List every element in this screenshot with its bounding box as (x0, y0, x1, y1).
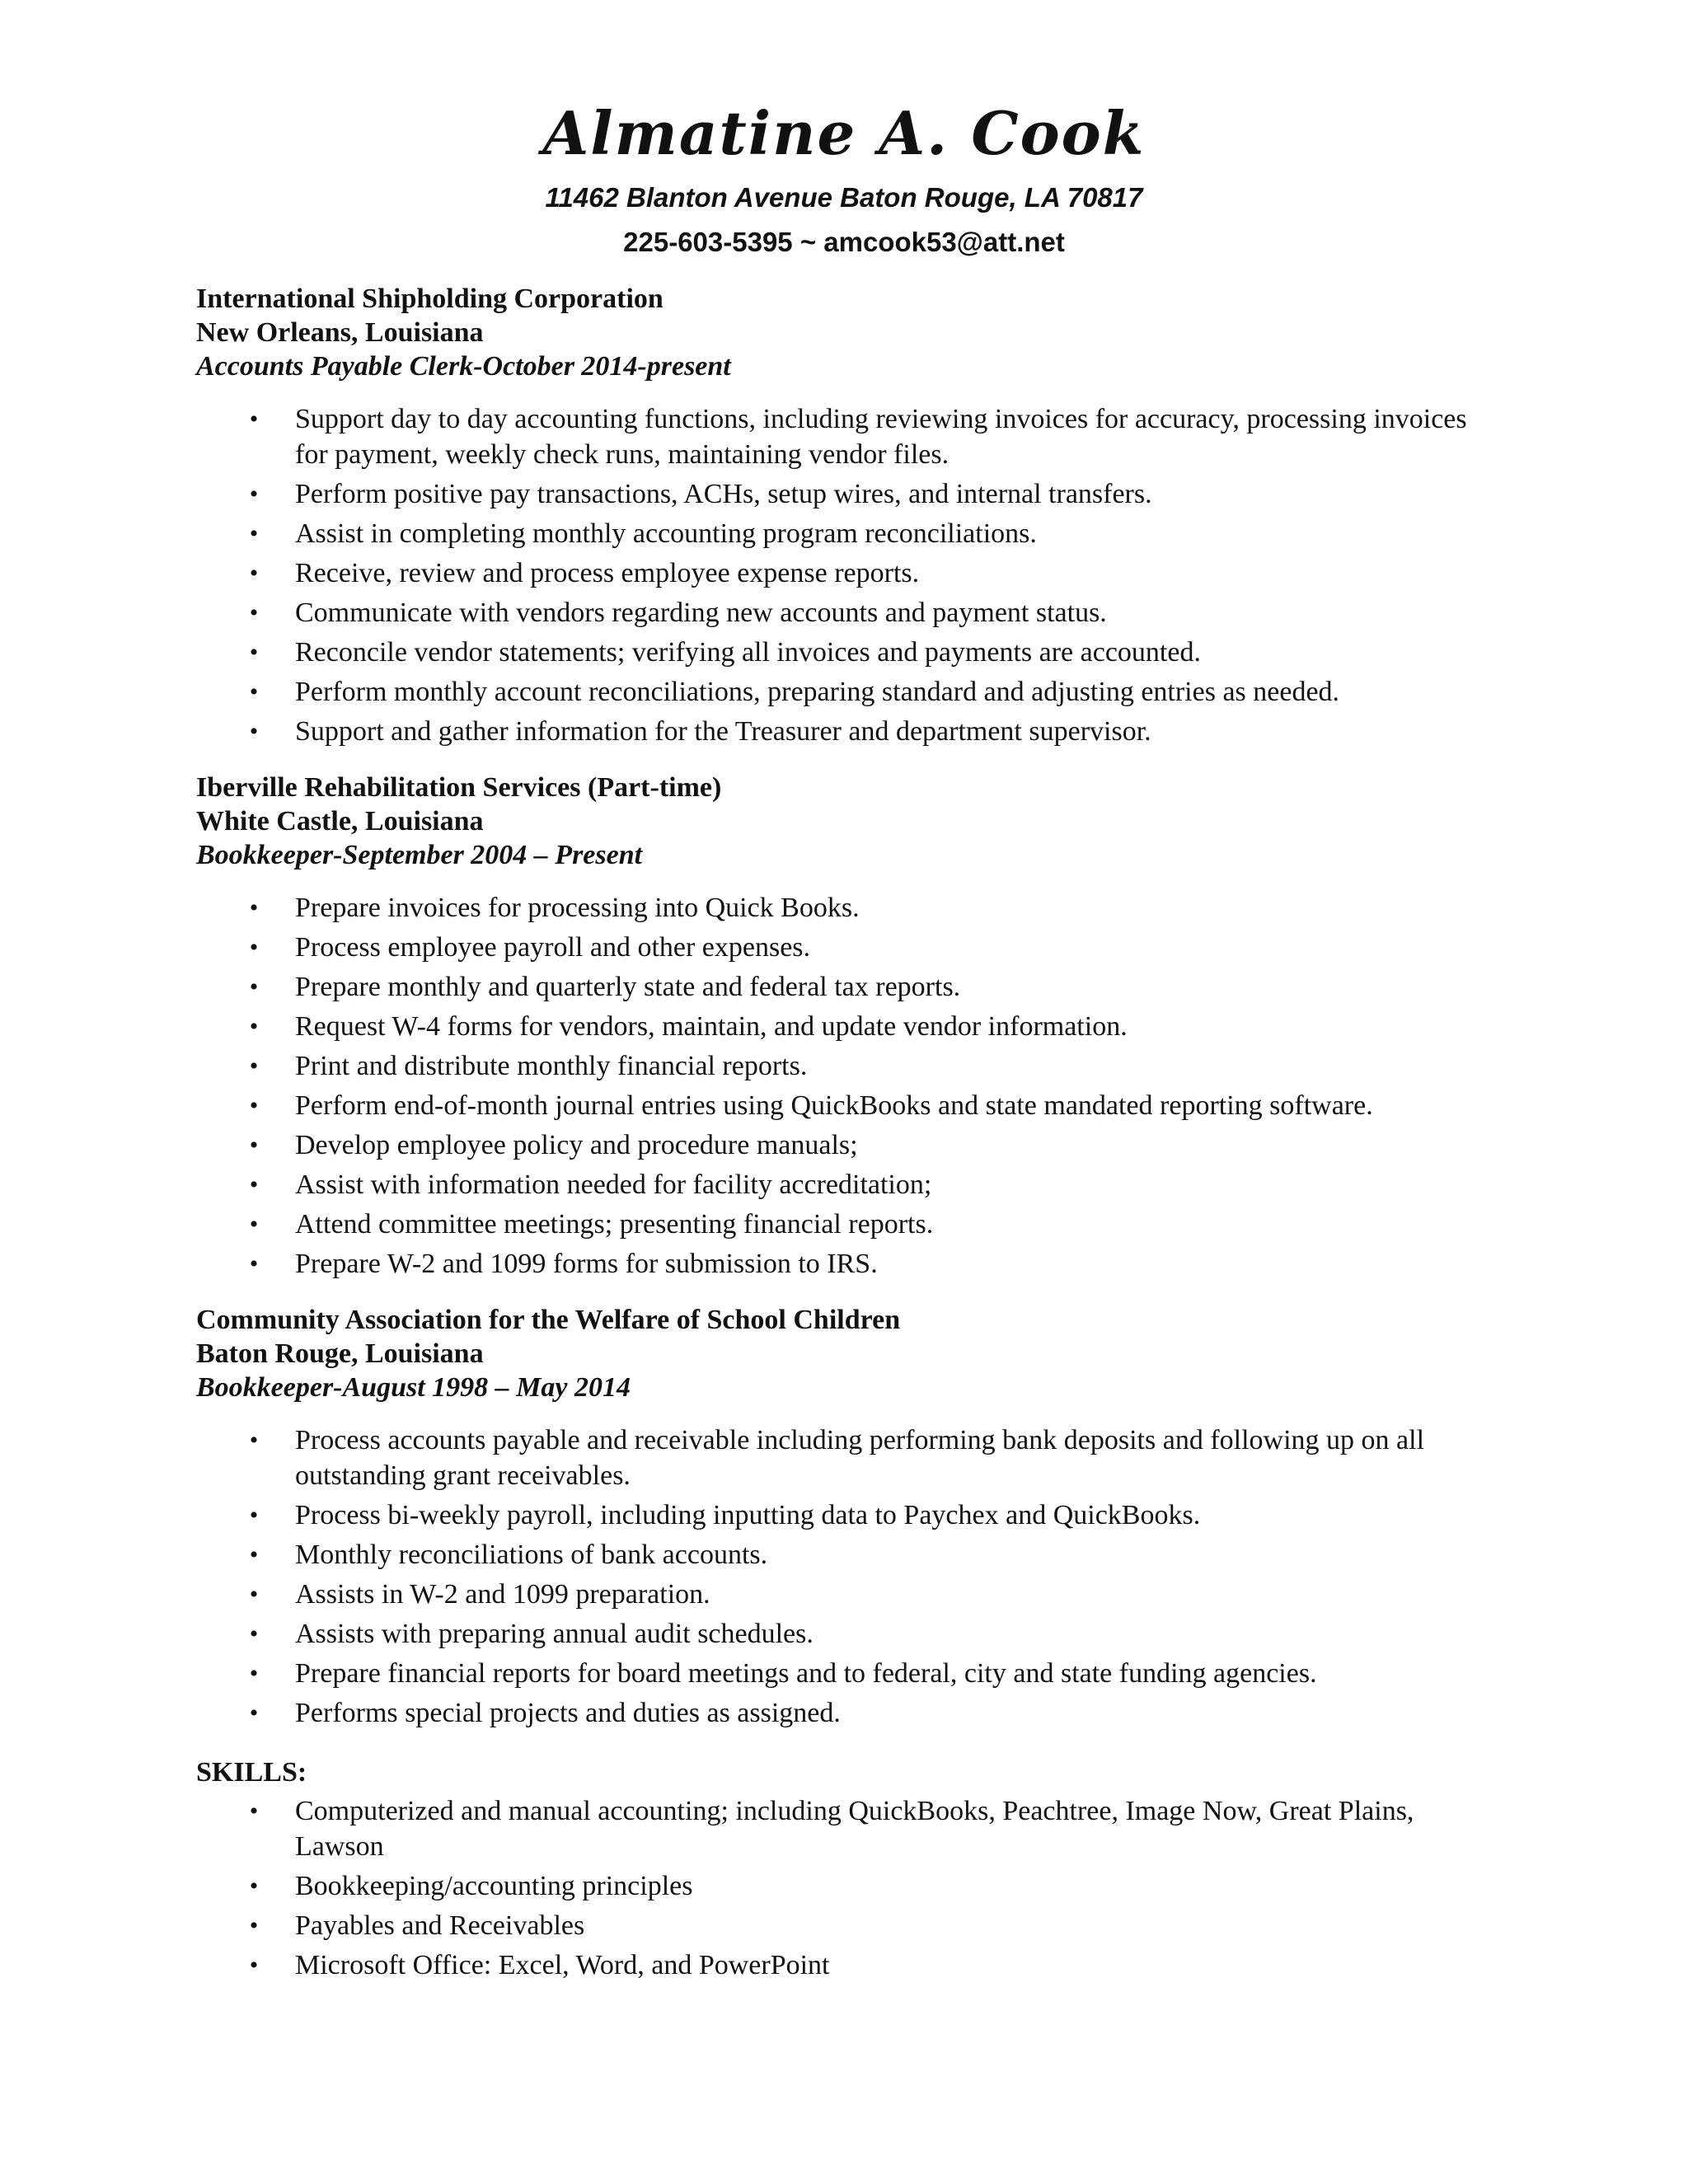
skills-heading: SKILLS: (196, 1757, 307, 1788)
list-item (196, 476, 1482, 512)
job-location: Baton Rouge, Louisiana (196, 1338, 484, 1369)
job-title: Bookkeeper-August 1998 – May 2014 (196, 1372, 631, 1403)
duty-text: Assist with information needed for facility accreditation; (295, 1169, 932, 1200)
list-item (196, 1908, 1482, 1943)
candidate-name: Almatine A. Cook (542, 98, 1146, 168)
bullet-icon: • (249, 480, 259, 508)
duty-text: Prepare W-2 and 1099 forms for submission to IRS. (295, 1249, 878, 1279)
bullet-icon: • (249, 1013, 259, 1040)
duty-text: Prepare invoices for processing into Quick Books. (295, 893, 860, 923)
list-item (196, 1127, 1482, 1163)
skill-text: Bookkeeping/accounting principles (295, 1871, 693, 1901)
bullet-icon: • (249, 678, 259, 705)
duty-text: Communicate with vendors regarding new accounts and payment status. (295, 598, 1107, 628)
list-item (196, 635, 1482, 670)
bullet-icon: • (249, 1132, 259, 1159)
duty-text: Process accounts payable and receivable including performing bank deposits and following up on all outstanding grant receivables. (295, 1425, 1425, 1491)
list-item (196, 1167, 1482, 1202)
list-item (196, 401, 1482, 472)
duty-text: Print and distribute monthly financial reports. (295, 1051, 808, 1081)
list-item (196, 714, 1482, 749)
list-item (196, 1656, 1482, 1691)
bullet-icon: • (249, 1581, 259, 1608)
job-company: International Shipholding Corporation (196, 284, 663, 314)
job-title: Bookkeeper-September 2004 – Present (196, 840, 643, 870)
resume-body (196, 282, 1482, 1987)
bullet-icon: • (249, 718, 259, 745)
list-item (196, 1246, 1482, 1282)
duty-text: Assist in completing monthly accounting program reconciliations. (295, 518, 1037, 549)
job-entry-2 (196, 771, 1482, 1282)
list-item (196, 1695, 1482, 1731)
bullet-icon: • (249, 1699, 259, 1727)
bullet-icon: • (249, 1620, 259, 1647)
duty-text: Perform end-of-month journal entries using QuickBooks and state mandated reporting software. (295, 1090, 1373, 1121)
bullet-icon: • (249, 405, 259, 433)
list-item (196, 1537, 1482, 1572)
bullet-icon: • (249, 1912, 259, 1939)
duty-text: Perform positive pay transactions, ACHs, setup wires, and internal transfers. (295, 479, 1152, 509)
bullet-icon: • (249, 599, 259, 626)
bullet-icon: • (249, 1171, 259, 1198)
job-duties-list (196, 890, 1482, 1282)
list-item (196, 1868, 1482, 1904)
bullet-icon: • (249, 934, 259, 961)
duty-text: Assists in W-2 and 1099 preparation. (295, 1579, 710, 1610)
candidate-address: 11462 Blanton Avenue Baton Rouge, LA 70817 (545, 182, 1143, 213)
bullet-icon: • (249, 560, 259, 587)
job-title: Accounts Payable Clerk-October 2014-present (196, 351, 731, 382)
bullet-icon: • (249, 1052, 259, 1080)
bullet-icon: • (249, 639, 259, 666)
resume-header (0, 92, 1688, 262)
list-item (196, 1616, 1482, 1652)
bullet-icon: • (249, 1872, 259, 1900)
bullet-icon: • (249, 1211, 259, 1238)
list-item (196, 1009, 1482, 1044)
list-item (196, 595, 1482, 630)
duty-text: Develop employee policy and procedure manuals; (295, 1130, 858, 1160)
job-location: New Orleans, Louisiana (196, 317, 484, 348)
job-location: White Castle, Louisiana (196, 806, 484, 837)
skills-list (196, 1793, 1482, 1983)
duty-text: Support and gather information for the Treasurer and department supervisor. (295, 716, 1151, 747)
skill-text: Computerized and manual accounting; including QuickBooks, Peachtree, Image Now, Great Plains, Lawson (295, 1796, 1414, 1862)
skills-section (196, 1755, 1482, 1983)
duty-text: Monthly reconciliations of bank accounts. (295, 1540, 768, 1570)
bullet-icon: • (249, 520, 259, 547)
duty-text: Attend committee meetings; presenting financial reports. (295, 1209, 934, 1240)
job-duties-list (196, 1422, 1482, 1731)
duty-text: Perform monthly account reconciliations, preparing standard and adjusting entries as needed. (295, 677, 1340, 707)
job-entry-1 (196, 282, 1482, 749)
list-item (196, 1422, 1482, 1493)
bullet-icon: • (249, 1427, 259, 1454)
bullet-icon: • (249, 1541, 259, 1568)
duty-text: Receive, review and process employee expense reports. (295, 558, 920, 588)
list-item (196, 1048, 1482, 1084)
list-item (196, 930, 1482, 965)
job-entry-3 (196, 1303, 1482, 1731)
list-item (196, 1947, 1482, 1983)
job-company: Community Association for the Welfare of School Children (196, 1305, 901, 1335)
bullet-icon: • (249, 1797, 259, 1825)
bullet-icon: • (249, 1502, 259, 1529)
list-item (196, 969, 1482, 1005)
list-item (196, 555, 1482, 591)
skill-text: Microsoft Office: Excel, Word, and PowerPoint (295, 1950, 830, 1980)
duty-text: Performs special projects and duties as assigned. (295, 1698, 841, 1728)
bullet-icon: • (249, 894, 259, 921)
list-item (196, 674, 1482, 710)
list-item (196, 890, 1482, 926)
duty-text: Process bi-weekly payroll, including inputting data to Paychex and QuickBooks. (295, 1500, 1201, 1530)
skill-text: Payables and Receivables (295, 1910, 585, 1941)
bullet-icon: • (249, 1660, 259, 1687)
bullet-icon: • (249, 1952, 259, 1979)
list-item (196, 516, 1482, 551)
job-duties-list (196, 401, 1482, 749)
bullet-icon: • (249, 1250, 259, 1277)
duty-text: Assists with preparing annual audit schedules. (295, 1619, 814, 1649)
job-company: Iberville Rehabilitation Services (Part-time) (196, 772, 722, 803)
bullet-icon: • (249, 1092, 259, 1119)
list-item (196, 1793, 1482, 1864)
list-item (196, 1497, 1482, 1533)
candidate-contact: 225-603-5395 ~ amcook53@att.net (623, 227, 1065, 257)
duty-text: Reconcile vendor statements; verifying all invoices and payments are accounted. (295, 637, 1201, 668)
duty-text: Prepare financial reports for board meetings and to federal, city and state funding agencies. (295, 1658, 1317, 1689)
duty-text: Process employee payroll and other expenses. (295, 932, 811, 963)
duty-text: Request W-4 forms for vendors, maintain, and update vendor information. (295, 1011, 1128, 1042)
duty-text: Prepare monthly and quarterly state and federal tax reports. (295, 972, 961, 1002)
list-item (196, 1088, 1482, 1123)
list-item (196, 1207, 1482, 1242)
bullet-icon: • (249, 973, 259, 1001)
list-item (196, 1577, 1482, 1612)
duty-text: Support day to day accounting functions, including reviewing invoices for accuracy, processing invoices for payment, weekly check runs, maintaining vendor files. (295, 404, 1467, 470)
